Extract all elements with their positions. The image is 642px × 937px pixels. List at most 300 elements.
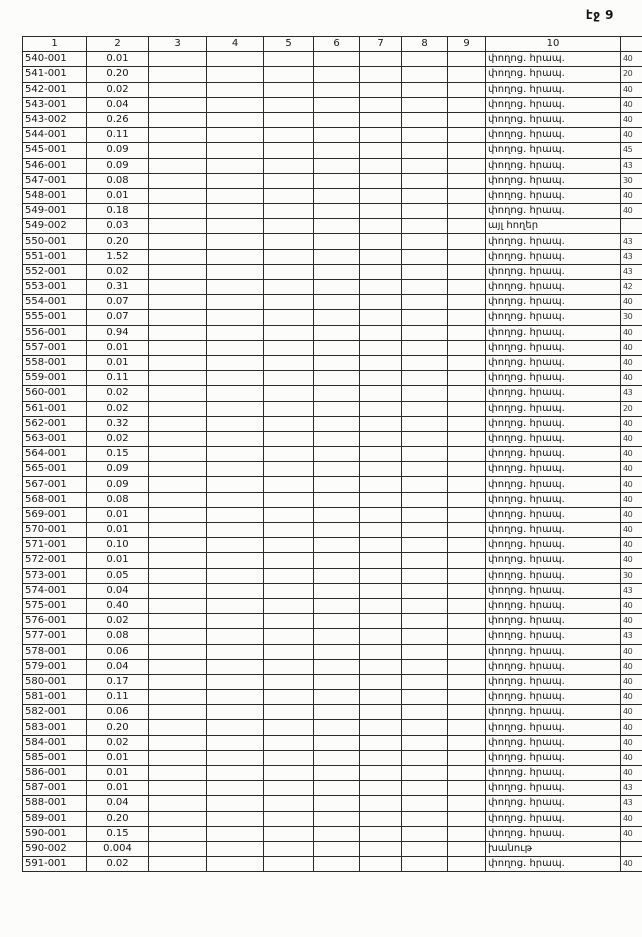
- empty-cell: [360, 310, 402, 325]
- empty-cell: [314, 766, 360, 781]
- empty-cell: [402, 720, 448, 735]
- empty-cell: [149, 568, 207, 583]
- empty-cell: [264, 553, 314, 568]
- parcel-code-cell: 556-001: [23, 325, 87, 340]
- empty-cell: [149, 82, 207, 97]
- table-row: [23, 325, 642, 340]
- column-header: 7: [360, 37, 402, 52]
- empty-cell: [402, 766, 448, 781]
- parcel-code-cell: 547-001: [23, 173, 87, 188]
- empty-cell: [264, 750, 314, 765]
- parcel-code-cell: 565-001: [23, 462, 87, 477]
- empty-cell: [448, 523, 486, 538]
- empty-cell: [314, 659, 360, 674]
- parcel-code-cell: 590-002: [23, 841, 87, 856]
- empty-cell: [448, 401, 486, 416]
- empty-cell: [448, 112, 486, 127]
- empty-cell: [207, 219, 264, 234]
- empty-cell: [149, 538, 207, 553]
- empty-cell: [360, 280, 402, 295]
- area-value-cell: 0.40: [87, 598, 149, 613]
- empty-cell: [149, 523, 207, 538]
- parcel-code-cell: 564-001: [23, 447, 87, 462]
- table-row: [23, 82, 642, 97]
- empty-cell: [207, 690, 264, 705]
- margin-fragment: 43: [621, 386, 642, 401]
- empty-cell: [314, 523, 360, 538]
- margin-fragment: 43: [621, 158, 642, 173]
- table-row: [23, 204, 642, 219]
- empty-cell: [360, 386, 402, 401]
- empty-cell: [264, 659, 314, 674]
- margin-fragment: 40: [621, 97, 642, 112]
- area-value-cell: 0.01: [87, 750, 149, 765]
- parcel-code-cell: 590-001: [23, 826, 87, 841]
- empty-cell: [360, 735, 402, 750]
- table-row: [23, 674, 642, 689]
- empty-cell: [264, 477, 314, 492]
- area-value-cell: 0.01: [87, 781, 149, 796]
- parcel-code-cell: 589-001: [23, 811, 87, 826]
- empty-cell: [402, 568, 448, 583]
- empty-cell: [264, 583, 314, 598]
- empty-cell: [314, 249, 360, 264]
- land-use-cell: փողոց. հրապ.: [486, 355, 621, 370]
- margin-fragment: 43: [621, 249, 642, 264]
- empty-cell: [360, 705, 402, 720]
- margin-fragment: 40: [621, 750, 642, 765]
- empty-cell: [264, 173, 314, 188]
- empty-cell: [207, 340, 264, 355]
- empty-cell: [207, 811, 264, 826]
- area-value-cell: 0.09: [87, 143, 149, 158]
- margin-fragment: 30: [621, 568, 642, 583]
- empty-cell: [207, 325, 264, 340]
- empty-cell: [402, 431, 448, 446]
- empty-cell: [264, 568, 314, 583]
- table-row: [23, 735, 642, 750]
- empty-cell: [149, 371, 207, 386]
- empty-cell: [264, 766, 314, 781]
- empty-cell: [448, 614, 486, 629]
- empty-cell: [448, 811, 486, 826]
- empty-cell: [264, 158, 314, 173]
- land-use-cell: փողոց. հրապ.: [486, 735, 621, 750]
- land-use-cell: փողոց. հրապ.: [486, 674, 621, 689]
- empty-cell: [360, 614, 402, 629]
- empty-cell: [402, 857, 448, 872]
- empty-cell: [149, 447, 207, 462]
- empty-cell: [448, 553, 486, 568]
- margin-fragment: 40: [621, 857, 642, 872]
- land-use-cell: փողոց. հրապ.: [486, 568, 621, 583]
- area-value-cell: 0.20: [87, 234, 149, 249]
- empty-cell: [360, 523, 402, 538]
- empty-cell: [360, 447, 402, 462]
- empty-cell: [448, 507, 486, 522]
- table-row: [23, 280, 642, 295]
- empty-cell: [402, 219, 448, 234]
- empty-cell: [264, 857, 314, 872]
- margin-fragment: 40: [621, 735, 642, 750]
- margin-fragment: 43: [621, 583, 642, 598]
- parcel-code-cell: 580-001: [23, 674, 87, 689]
- parcel-code-cell: 548-001: [23, 188, 87, 203]
- empty-cell: [314, 401, 360, 416]
- land-use-cell: փողոց. հրապ.: [486, 553, 621, 568]
- margin-fragment: 40: [621, 644, 642, 659]
- empty-cell: [264, 386, 314, 401]
- area-value-cell: 0.02: [87, 82, 149, 97]
- land-use-cell: փողոց. հրապ.: [486, 188, 621, 203]
- parcel-code-cell: 583-001: [23, 720, 87, 735]
- empty-cell: [207, 826, 264, 841]
- empty-cell: [149, 249, 207, 264]
- empty-cell: [448, 629, 486, 644]
- empty-cell: [207, 447, 264, 462]
- table-row: [23, 492, 642, 507]
- column-header: 6: [314, 37, 360, 52]
- empty-cell: [264, 249, 314, 264]
- parcel-code-cell: 578-001: [23, 644, 87, 659]
- empty-cell: [207, 355, 264, 370]
- empty-cell: [207, 720, 264, 735]
- land-use-cell: փողոց. հրապ.: [486, 280, 621, 295]
- empty-cell: [149, 553, 207, 568]
- parcel-code-cell: 549-002: [23, 219, 87, 234]
- empty-cell: [149, 264, 207, 279]
- land-use-cell: փողոց. հրապ.: [486, 826, 621, 841]
- table-row: [23, 583, 642, 598]
- empty-cell: [360, 462, 402, 477]
- empty-cell: [264, 355, 314, 370]
- empty-cell: [360, 128, 402, 143]
- empty-cell: [264, 598, 314, 613]
- land-use-cell: այլ հողեր: [486, 219, 621, 234]
- empty-cell: [207, 796, 264, 811]
- empty-cell: [314, 507, 360, 522]
- empty-cell: [264, 538, 314, 553]
- empty-cell: [314, 112, 360, 127]
- parcel-code-cell: 557-001: [23, 340, 87, 355]
- empty-cell: [360, 173, 402, 188]
- empty-cell: [360, 750, 402, 765]
- empty-cell: [402, 735, 448, 750]
- empty-cell: [207, 401, 264, 416]
- empty-cell: [448, 705, 486, 720]
- table-row: [23, 705, 642, 720]
- empty-cell: [402, 811, 448, 826]
- empty-cell: [207, 234, 264, 249]
- parcel-code-cell: 582-001: [23, 705, 87, 720]
- empty-cell: [314, 538, 360, 553]
- empty-cell: [448, 128, 486, 143]
- margin-fragment: [621, 219, 642, 234]
- empty-cell: [402, 781, 448, 796]
- empty-cell: [314, 128, 360, 143]
- parcel-code-cell: 573-001: [23, 568, 87, 583]
- land-use-cell: փողոց. հրապ.: [486, 143, 621, 158]
- table-row: [23, 128, 642, 143]
- empty-cell: [402, 796, 448, 811]
- empty-cell: [314, 750, 360, 765]
- empty-cell: [448, 857, 486, 872]
- empty-cell: [402, 416, 448, 431]
- empty-cell: [149, 462, 207, 477]
- empty-cell: [360, 158, 402, 173]
- empty-cell: [314, 82, 360, 97]
- empty-cell: [314, 158, 360, 173]
- empty-cell: [149, 583, 207, 598]
- empty-cell: [149, 674, 207, 689]
- empty-cell: [207, 766, 264, 781]
- table-row: [23, 629, 642, 644]
- empty-cell: [448, 659, 486, 674]
- empty-cell: [448, 264, 486, 279]
- empty-cell: [207, 128, 264, 143]
- parcel-code-cell: 549-001: [23, 204, 87, 219]
- area-value-cell: 0.02: [87, 857, 149, 872]
- empty-cell: [402, 173, 448, 188]
- empty-cell: [360, 477, 402, 492]
- empty-cell: [360, 507, 402, 522]
- empty-cell: [360, 325, 402, 340]
- empty-cell: [264, 523, 314, 538]
- empty-cell: [360, 659, 402, 674]
- empty-cell: [149, 781, 207, 796]
- table-row: [23, 158, 642, 173]
- area-value-cell: 0.02: [87, 401, 149, 416]
- empty-cell: [207, 97, 264, 112]
- margin-fragment: 40: [621, 82, 642, 97]
- land-use-cell: փողոց. հրապ.: [486, 462, 621, 477]
- table-row: [23, 826, 642, 841]
- area-value-cell: 0.20: [87, 811, 149, 826]
- land-use-cell: փողոց. հրապ.: [486, 325, 621, 340]
- land-use-cell: փողոց. հրապ.: [486, 720, 621, 735]
- empty-cell: [448, 583, 486, 598]
- land-use-cell: փողոց. հրապ.: [486, 447, 621, 462]
- area-value-cell: 0.08: [87, 629, 149, 644]
- empty-cell: [402, 143, 448, 158]
- empty-cell: [207, 386, 264, 401]
- area-value-cell: 0.02: [87, 614, 149, 629]
- empty-cell: [402, 583, 448, 598]
- empty-cell: [207, 538, 264, 553]
- empty-cell: [149, 811, 207, 826]
- empty-cell: [264, 826, 314, 841]
- margin-fragment: 40: [621, 355, 642, 370]
- empty-cell: [360, 568, 402, 583]
- empty-cell: [402, 659, 448, 674]
- empty-cell: [264, 264, 314, 279]
- empty-cell: [402, 234, 448, 249]
- land-use-cell: փողոց. հրապ.: [486, 644, 621, 659]
- empty-cell: [314, 781, 360, 796]
- empty-cell: [360, 355, 402, 370]
- empty-cell: [360, 264, 402, 279]
- margin-fragment: 43: [621, 234, 642, 249]
- margin-fragment: 40: [621, 325, 642, 340]
- empty-cell: [402, 67, 448, 82]
- empty-cell: [402, 477, 448, 492]
- land-use-cell: փողոց. հրապ.: [486, 173, 621, 188]
- parcel-code-cell: 541-001: [23, 67, 87, 82]
- table-row: [23, 614, 642, 629]
- empty-cell: [207, 82, 264, 97]
- empty-cell: [207, 568, 264, 583]
- empty-cell: [149, 295, 207, 310]
- land-use-cell: փողոց. հրապ.: [486, 781, 621, 796]
- empty-cell: [207, 598, 264, 613]
- area-value-cell: 0.01: [87, 766, 149, 781]
- land-use-cell: փողոց. հրապ.: [486, 371, 621, 386]
- empty-cell: [448, 158, 486, 173]
- area-value-cell: 0.02: [87, 735, 149, 750]
- table-row: [23, 188, 642, 203]
- empty-cell: [314, 614, 360, 629]
- empty-cell: [360, 811, 402, 826]
- empty-cell: [149, 750, 207, 765]
- parcel-code-cell: 540-001: [23, 52, 87, 67]
- parcel-code-cell: 575-001: [23, 598, 87, 613]
- margin-fragment: 40: [621, 112, 642, 127]
- empty-cell: [360, 401, 402, 416]
- parcel-code-cell: 581-001: [23, 690, 87, 705]
- area-value-cell: 0.15: [87, 447, 149, 462]
- parcel-code-cell: 545-001: [23, 143, 87, 158]
- parcel-code-cell: 572-001: [23, 553, 87, 568]
- empty-cell: [314, 492, 360, 507]
- empty-cell: [314, 447, 360, 462]
- empty-cell: [264, 310, 314, 325]
- land-use-cell: փողոց. հրապ.: [486, 204, 621, 219]
- empty-cell: [264, 690, 314, 705]
- table-row: [23, 219, 642, 234]
- area-value-cell: 0.04: [87, 659, 149, 674]
- empty-cell: [149, 477, 207, 492]
- empty-cell: [448, 386, 486, 401]
- area-value-cell: 0.06: [87, 644, 149, 659]
- empty-cell: [207, 158, 264, 173]
- empty-cell: [264, 204, 314, 219]
- margin-fragment: 40: [621, 523, 642, 538]
- parcel-code-cell: 568-001: [23, 492, 87, 507]
- empty-cell: [314, 811, 360, 826]
- empty-cell: [314, 720, 360, 735]
- empty-cell: [207, 112, 264, 127]
- parcel-code-cell: 558-001: [23, 355, 87, 370]
- area-value-cell: 0.01: [87, 507, 149, 522]
- empty-cell: [360, 52, 402, 67]
- parcel-code-cell: 585-001: [23, 750, 87, 765]
- column-header: 4: [207, 37, 264, 52]
- parcel-code-cell: 559-001: [23, 371, 87, 386]
- land-use-cell: փողոց. հրապ.: [486, 97, 621, 112]
- table-row: [23, 173, 642, 188]
- margin-fragment: 40: [621, 492, 642, 507]
- empty-cell: [149, 143, 207, 158]
- empty-cell: [264, 82, 314, 97]
- empty-cell: [448, 796, 486, 811]
- margin-fragment: 40: [621, 371, 642, 386]
- margin-fragment: 42: [621, 280, 642, 295]
- empty-cell: [207, 143, 264, 158]
- table-row: [23, 841, 642, 856]
- empty-cell: [448, 219, 486, 234]
- empty-cell: [264, 67, 314, 82]
- empty-cell: [207, 523, 264, 538]
- empty-cell: [402, 492, 448, 507]
- empty-cell: [264, 720, 314, 735]
- table-row: [23, 431, 642, 446]
- parcel-code-cell: 543-001: [23, 97, 87, 112]
- empty-cell: [207, 644, 264, 659]
- area-value-cell: 0.01: [87, 188, 149, 203]
- empty-cell: [360, 234, 402, 249]
- table-row: [23, 553, 642, 568]
- land-use-cell: փողոց. հրապ.: [486, 614, 621, 629]
- empty-cell: [264, 52, 314, 67]
- empty-cell: [402, 462, 448, 477]
- empty-cell: [448, 766, 486, 781]
- empty-cell: [360, 82, 402, 97]
- parcel-code-cell: 543-002: [23, 112, 87, 127]
- column-header: 10: [486, 37, 621, 52]
- empty-cell: [314, 143, 360, 158]
- area-value-cell: 0.08: [87, 173, 149, 188]
- empty-cell: [264, 325, 314, 340]
- land-use-cell: փողոց. հրապ.: [486, 629, 621, 644]
- area-value-cell: 0.15: [87, 826, 149, 841]
- area-value-cell: 0.18: [87, 204, 149, 219]
- empty-cell: [207, 52, 264, 67]
- empty-cell: [314, 477, 360, 492]
- empty-cell: [149, 857, 207, 872]
- empty-cell: [360, 188, 402, 203]
- table-row: [23, 750, 642, 765]
- table-row: [23, 295, 642, 310]
- table-row: [23, 507, 642, 522]
- empty-cell: [314, 553, 360, 568]
- area-value-cell: 0.07: [87, 310, 149, 325]
- empty-cell: [207, 280, 264, 295]
- empty-cell: [264, 705, 314, 720]
- empty-cell: [264, 295, 314, 310]
- parcel-code-cell: 591-001: [23, 857, 87, 872]
- area-value-cell: 0.01: [87, 340, 149, 355]
- margin-fragment: 30: [621, 173, 642, 188]
- empty-cell: [149, 598, 207, 613]
- margin-fragment: [621, 37, 642, 52]
- empty-cell: [448, 416, 486, 431]
- empty-cell: [448, 826, 486, 841]
- table-row: [23, 67, 642, 82]
- land-use-cell: փողոց. հրապ.: [486, 492, 621, 507]
- margin-fragment: 40: [621, 659, 642, 674]
- margin-fragment: 40: [621, 507, 642, 522]
- empty-cell: [149, 401, 207, 416]
- parcel-code-cell: 552-001: [23, 264, 87, 279]
- empty-cell: [264, 674, 314, 689]
- parcel-code-cell: 577-001: [23, 629, 87, 644]
- empty-cell: [402, 97, 448, 112]
- empty-cell: [149, 431, 207, 446]
- area-value-cell: 0.06: [87, 705, 149, 720]
- land-use-cell: փողոց. հրապ.: [486, 477, 621, 492]
- empty-cell: [448, 492, 486, 507]
- parcel-code-cell: 576-001: [23, 614, 87, 629]
